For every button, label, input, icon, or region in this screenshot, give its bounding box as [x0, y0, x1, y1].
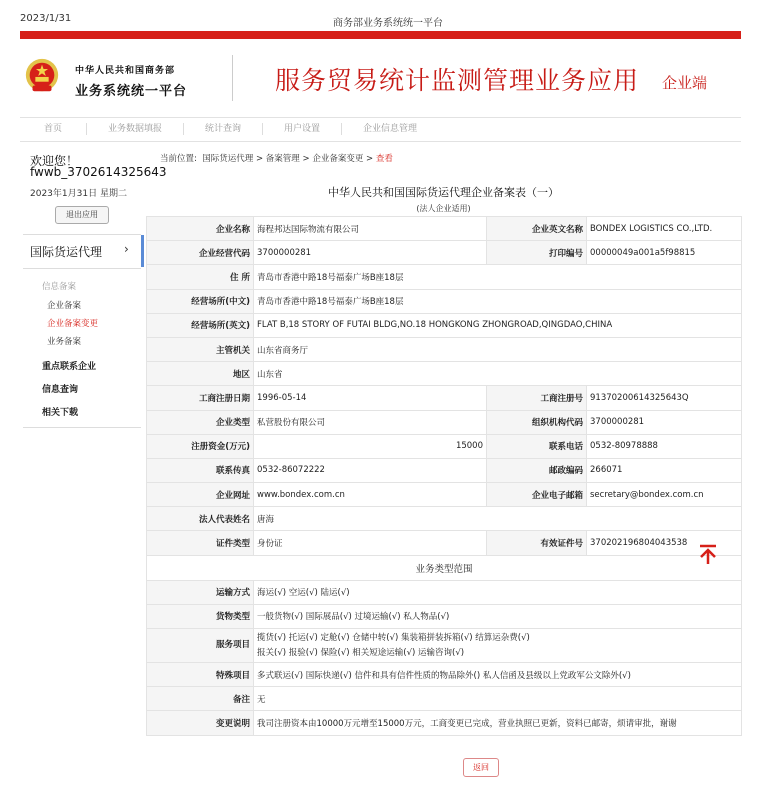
nav-home[interactable]: 首页	[43, 124, 62, 134]
breadcrumb	[160, 152, 393, 164]
business-address-en: FLAT B,18 STORY OF FUTAI BLDG,NO.18 HONGKONG ZHONGROAD,QINGDAO,CHINA	[254, 313, 742, 337]
field-label: 备注	[147, 687, 254, 711]
table-row	[147, 241, 742, 265]
table-row	[147, 410, 742, 434]
field-label: 组织机构代码	[487, 410, 587, 434]
user-id: fwwb_3702614325643	[30, 165, 167, 179]
field-label: 企业网址	[147, 483, 254, 507]
header-red-bar	[20, 31, 741, 39]
table-row	[147, 289, 742, 313]
table-row	[147, 663, 742, 687]
nav-data-entry[interactable]: 业务数据填报	[107, 124, 162, 134]
app-title: 服务贸易统计监测管理业务应用	[275, 66, 640, 95]
table-row	[147, 337, 742, 361]
table-row	[147, 687, 742, 711]
website: www.bondex.com.cn	[254, 483, 487, 507]
special-items: 多式联运(√) 国际快递(√) 信件和具有信件性质的物品除外() 私人信函及县级以上党政军公文除外(√)	[254, 663, 742, 687]
field-label: 服务项目	[147, 629, 254, 663]
nav-statistics[interactable]: 统计查询	[204, 124, 241, 134]
remark: 无	[254, 687, 742, 711]
field-label: 地区	[147, 362, 254, 386]
field-label: 特殊项目	[147, 663, 254, 687]
service-items-line-1: 揽货(√) 托运(√) 定舱(√) 仓储中转(√) 集装箱拼装拆箱(√) 结算运杂费(√)	[257, 632, 530, 643]
field-label: 企业经营代码	[147, 241, 254, 265]
sidebar-group-filing: 信息备案	[42, 282, 77, 292]
contact-phone: 0532-80978888	[587, 434, 742, 458]
print-title: 商务部业务系统统一平台	[333, 18, 443, 29]
goods-types: 一般货物(√) 国际展品(√) 过境运输(√) 私人物品(√)	[254, 604, 742, 628]
breadcrumb-current: 查看	[375, 154, 393, 164]
field-label: 企业电子邮箱	[487, 483, 587, 507]
region: 山东省	[254, 362, 742, 386]
change-description: 我司注册资本由10000万元增至15000万元，工商变更已完成，营业执照已更新，资料已邮寄，烦请审批，谢谢	[254, 711, 742, 735]
transport-modes: 海运(√) 空运(√) 陆运(√)	[254, 580, 742, 604]
address: 青岛市香港中路18号福泰广场B座18层	[254, 265, 742, 289]
sidebar-divider	[23, 427, 141, 428]
breadcrumb-path[interactable]: 国际货运代理 > 备案管理 > 企业备案变更 >	[202, 154, 374, 164]
enterprise-name: 海程邦达国际物流有限公司	[254, 217, 487, 241]
chevron-right-icon[interactable]: ›	[124, 242, 129, 256]
print-header	[0, 0, 776, 30]
field-label: 企业名称	[147, 217, 254, 241]
id-type: 身份证	[254, 531, 487, 555]
table-row	[147, 217, 742, 241]
registration-number: 91370200614325643Q	[587, 386, 742, 410]
authority: 山东省商务厅	[254, 337, 742, 361]
email: secretary@bondex.com.cn	[587, 483, 742, 507]
service-items-line-2: 报关(√) 报验(√) 保险(√) 相关短途运输(√) 运输咨询(√)	[257, 647, 465, 658]
table-row	[147, 313, 742, 337]
form-title: 中华人民共和国国际货运代理企业备案表（一）	[328, 186, 559, 199]
sidebar-active-indicator	[141, 235, 144, 267]
field-label: 主管机关	[147, 337, 254, 361]
contact-fax: 0532-86072222	[254, 458, 487, 482]
table-row	[147, 531, 742, 555]
current-date: 2023年1月31日 星期二	[30, 189, 127, 199]
registered-capital: 15000	[254, 434, 487, 458]
national-emblem-icon	[23, 57, 61, 95]
table-row	[147, 604, 742, 628]
organization-code: 3700000281	[587, 410, 742, 434]
field-label: 工商注册日期	[147, 386, 254, 410]
scope-heading: 业务类型范围	[147, 555, 742, 580]
print-number: 00000049a001a5f98815	[587, 241, 742, 265]
sidebar-section-freight[interactable]: 国际货运代理	[30, 245, 103, 259]
sidebar	[20, 145, 167, 435]
platform-name: 业务系统统一平台	[75, 84, 188, 99]
field-label: 有效证件号	[487, 531, 587, 555]
field-label: 企业类型	[147, 410, 254, 434]
top-nav	[20, 117, 741, 142]
scroll-top-arrow-icon[interactable]	[697, 543, 719, 565]
nav-enterprise-info[interactable]: 企业信息管理	[362, 124, 417, 134]
site-header	[20, 39, 741, 116]
field-label: 企业英文名称	[487, 217, 587, 241]
header-divider	[232, 55, 233, 101]
welcome-text: 欢迎您！	[30, 154, 79, 168]
field-label: 联系电话	[487, 434, 587, 458]
field-label: 变更说明	[147, 711, 254, 735]
field-label: 证件类型	[147, 531, 254, 555]
business-address-cn: 青岛市香港中路18号福泰广场B座18层	[254, 289, 742, 313]
sidebar-link-key-contact[interactable]: 重点联系企业	[42, 362, 97, 372]
app-subtitle: 企业端	[662, 74, 708, 92]
sidebar-divider	[23, 268, 141, 269]
form-subtitle: (法人企业适用)	[416, 204, 471, 213]
field-label: 邮政编码	[487, 458, 587, 482]
table-row	[147, 458, 742, 482]
table-row	[147, 386, 742, 410]
sidebar-link-downloads[interactable]: 相关下载	[42, 408, 79, 418]
enterprise-english-name: BONDEX LOGISTICS CO.,LTD.	[587, 217, 742, 241]
id-number: 370202196804043538	[587, 531, 742, 555]
postal-code: 266071	[587, 458, 742, 482]
field-label: 工商注册号	[487, 386, 587, 410]
logout-button[interactable]: 退出应用	[55, 206, 109, 224]
field-label: 住 所	[147, 265, 254, 289]
field-label: 经营场所(英文)	[147, 313, 254, 337]
sidebar-item-enterprise-filing[interactable]: 企业备案	[47, 301, 82, 311]
table-row	[147, 434, 742, 458]
field-label: 注册资金(万元)	[147, 434, 254, 458]
nav-user-settings[interactable]: 用户设置	[283, 124, 320, 134]
registration-date: 1996-05-14	[254, 386, 487, 410]
back-button[interactable]: 返回	[463, 758, 499, 777]
field-label: 经营场所(中文)	[147, 289, 254, 313]
breadcrumb-prefix: 当前位置:	[160, 154, 197, 164]
table-row	[147, 483, 742, 507]
table-row	[147, 507, 742, 531]
table-row	[147, 629, 742, 663]
table-row	[147, 362, 742, 386]
print-date: 2023/1/31	[20, 13, 72, 24]
field-label: 打印编号	[487, 241, 587, 265]
field-label: 货物类型	[147, 604, 254, 628]
table-row	[147, 555, 742, 580]
table-row	[147, 580, 742, 604]
filing-table	[146, 216, 742, 736]
service-items	[254, 629, 742, 663]
sidebar-item-business-filing[interactable]: 业务备案	[47, 337, 82, 347]
table-row	[147, 265, 742, 289]
sidebar-divider	[23, 234, 141, 235]
sidebar-item-filing-change[interactable]: 企业备案变更	[47, 319, 99, 329]
field-label: 法人代表姓名	[147, 507, 254, 531]
table-row	[147, 711, 742, 735]
legal-representative: 唐海	[254, 507, 742, 531]
ministry-name: 中华人民共和国商务部	[75, 66, 176, 76]
field-label: 运输方式	[147, 580, 254, 604]
sidebar-link-info-query[interactable]: 信息查询	[42, 385, 79, 395]
operation-code: 3700000281	[254, 241, 487, 265]
enterprise-type: 私营股份有限公司	[254, 410, 487, 434]
field-label: 联系传真	[147, 458, 254, 482]
